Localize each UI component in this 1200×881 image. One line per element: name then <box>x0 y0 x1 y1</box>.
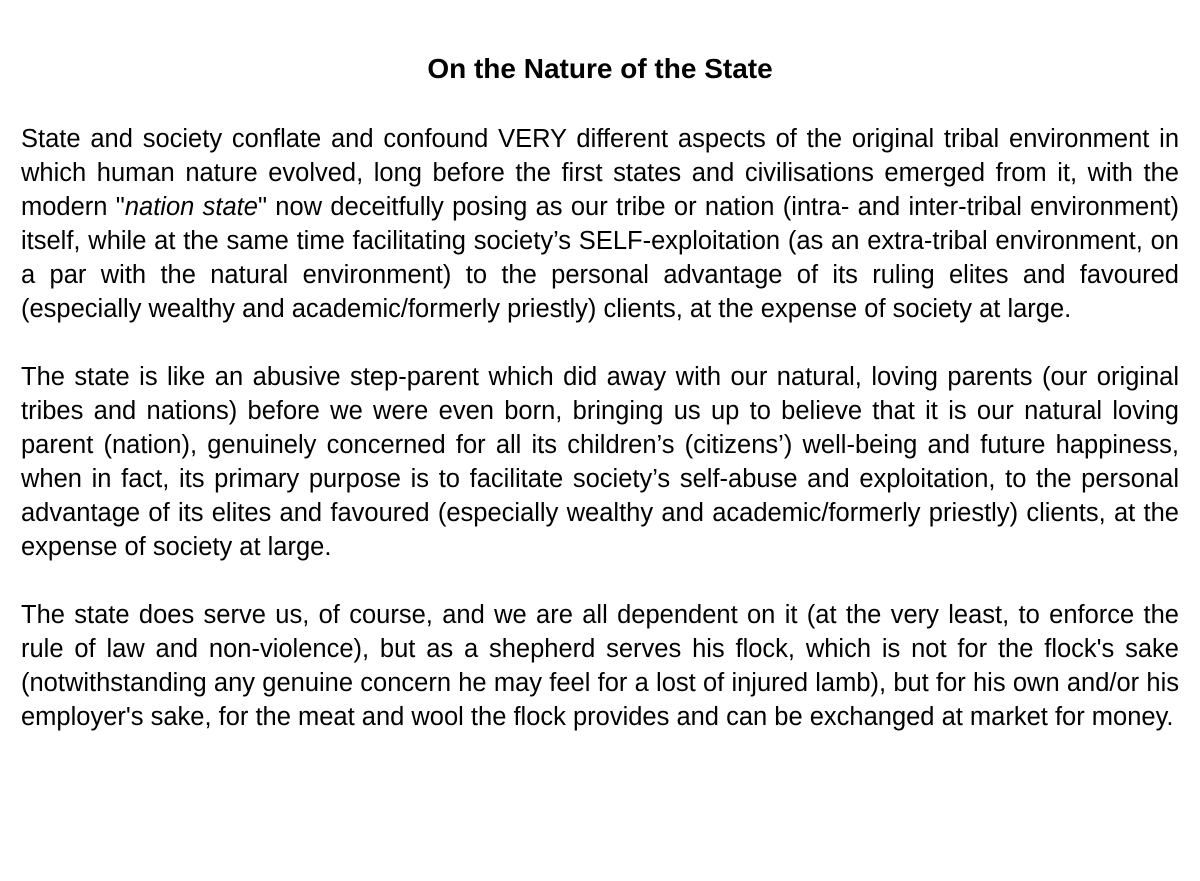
paragraph-1 <box>21 122 1179 326</box>
paragraph-1-text-after: " now deceitfully posing as our tribe or nation (intra- and inter-tribal environment) itself, while at the same time facilitating society’s SELF-exploitation (as an extra-tribal environment, on a par with the natural environment) to the personal advantage of its ruling elites and favoured (especially wealthy and academic/formerly priestly) clients, at the expense of society at large. <box>21 193 1179 323</box>
document-title: On the Nature of the State <box>427 53 773 84</box>
paragraph-1-text-before: State and society conflate and confound VERY different aspects of the original tribal environment in which human nature evolved, long before the first states and civilisations emerged from it, with the modern " <box>21 125 1179 221</box>
paragraph-2: The state is like an abusive step-parent which did away with our natural, loving parents (our original tribes and nations) before we were even born, bringing us up to believe that it is our natural loving parent (nation), genuinely concerned for all its children’s (citizens’) well-being and future happiness, when in fact, its primary purpose is to facilitate society’s self-abuse and exploitation, to the personal advantage of its elites and favoured (especially wealthy and academic/formerly priestly) clients, at the expense of society at large. <box>21 363 1179 561</box>
paragraph-1-emphasis: nation state <box>124 193 258 221</box>
paragraph-3: The state does serve us, of course, and we are all dependent on it (at the very least, to enforce the rule of law and non-violence), but as a shepherd serves his flock, which is not for the flock's sake (notwithstanding any genuine concern he may feel for a lost of injured lamb), but for his own and/or his employer's sake, for the meat and wool the flock provides and can be exchanged at market for money. <box>21 601 1179 731</box>
